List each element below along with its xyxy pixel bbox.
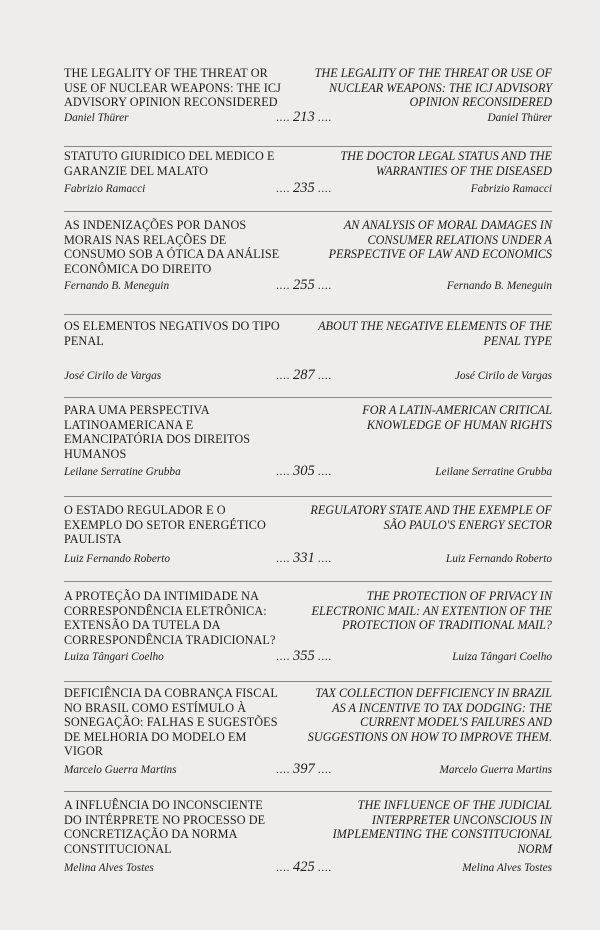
original-title: A INFLUÊNCIA DO INCONSCIENTE DO INTÉRPRETE NO PROCESSO DE CONCRETIZAÇÃO DA NORMA CONSTITUCIONAL: [64, 798, 266, 856]
author-name-translated: Luiz Fernando Roberto: [445, 553, 552, 565]
toc-entry: [64, 686, 552, 792]
author-name: Luiza Tângari Coelho: [64, 651, 164, 663]
page-number: .... 287 ....: [276, 367, 332, 383]
toc-entry: [64, 319, 552, 398]
toc-entry: [64, 503, 552, 582]
translated-title: THE LEGALITY OF THE THREAT OR USE OF NUCLEAR WEAPONS: THE ICJ ADVISORY OPINION RECONSIDERED: [314, 66, 552, 110]
translated-title: ABOUT THE NEGATIVE ELEMENTS OF THE PENAL TYPE: [318, 319, 552, 348]
author-name: Luiz Fernando Roberto: [64, 553, 171, 565]
translated-title: AN ANALYSIS OF MORAL DAMAGES IN CONSUMER RELATIONS UNDER A PERSPECTIVE OF LAW AND ECONOMICS: [328, 218, 552, 262]
original-title: A PROTEÇÃO DA INTIMIDADE NA CORRESPONDÊNCIA ELETRÔNICA: EXTENSÃO DA TUTELA DA CORRESPONDÊNCIA TRADICIONAL?: [64, 589, 276, 647]
author-name: Marcelo Guerra Martins: [64, 764, 177, 776]
toc-entry: [64, 403, 552, 497]
toc-entry: [64, 798, 552, 878]
author-name: Fabrizio Ramacci: [64, 183, 146, 195]
original-title: OS ELEMENTOS NEGATIVOS DO TIPO PENAL: [64, 319, 280, 348]
original-title: PARA UMA PERSPECTIVA LATINOAMERICANA E EMANCIPATÓRIA DOS DIREITOS HUMANOS: [64, 403, 251, 461]
original-title: STATUTO GIURIDICO DEL MEDICO E GARANZIE DEL MALATO: [64, 149, 275, 178]
author-name-translated: Marcelo Guerra Martins: [439, 764, 552, 776]
author-name-translated: José Cirilo de Vargas: [454, 370, 552, 382]
translated-title: TAX COLLECTION DEFFICIENCY IN BRAZIL AS A INCENTIVE TO TAX DODGING: THE CURRENT MODEL'S FAILURES AND SUGGESTIONS ON HOW TO IMPROVE THEM.: [307, 686, 552, 744]
author-name-translated: Fernando B. Meneguin: [446, 280, 552, 292]
translated-title: THE DOCTOR LEGAL STATUS AND THE WARRANTIES OF THE DISEASED: [340, 149, 552, 178]
translated-title: THE INFLUENCE OF THE JUDICIAL INTERPRETER UNCONSCIOUS IN IMPLEMENTING THE CONSTITUCIONAL NORM: [332, 798, 552, 856]
author-name-translated: Melina Alves Tostes: [462, 862, 552, 874]
page-number: .... 425 ....: [276, 859, 332, 875]
page-number: .... 331 ....: [276, 550, 332, 566]
original-title: DEFICIÊNCIA DA COBRANÇA FISCAL NO BRASIL COMO ESTÍMULO À SONEGAÇÃO: FALHAS E SUGESTÕES DE MELHORIA DO MODELO EM VIGOR: [64, 686, 278, 759]
author-name: José Cirilo de Vargas: [64, 370, 162, 382]
translated-title: THE PROTECTION OF PRIVACY IN ELECTRONIC MAIL: AN EXTENTION OF THE PROTECTION OF TRADITIONAL MAIL?: [311, 589, 552, 633]
toc-entry: [64, 218, 552, 315]
page-number: .... 235 ....: [276, 180, 332, 196]
original-title: O ESTADO REGULADOR E O EXEMPLO DO SETOR ENERGÉTICO PAULISTA: [64, 503, 266, 547]
page-number: .... 255 ....: [276, 277, 332, 293]
author-name: Melina Alves Tostes: [64, 862, 154, 874]
author-name: Daniel Thürer: [64, 112, 129, 124]
author-name-translated: Fabrizio Ramacci: [470, 183, 552, 195]
page-number: .... 213 ....: [276, 109, 332, 125]
original-title: AS INDENIZAÇÕES POR DANOS MORAIS NAS RELAÇÕES DE CONSUMO SOB A ÓTICA DA ANÁLISE ECONÔMICA DO DIREITO: [64, 218, 280, 276]
page-number: .... 355 ....: [276, 648, 332, 664]
page-number: .... 305 ....: [276, 463, 332, 479]
page-number: .... 397 ....: [276, 761, 332, 777]
translated-title: FOR A LATIN-AMERICAN CRITICAL KNOWLEDGE OF HUMAN RIGHTS: [362, 403, 552, 432]
toc-entry: [64, 149, 552, 212]
author-name: Leilane Serratine Grubba: [64, 466, 181, 478]
original-title: THE LEGALITY OF THE THREAT OR USE OF NUCLEAR WEAPONS: THE ICJ ADVISORY OPINION RECONSIDERED: [64, 66, 281, 110]
author-name-translated: Daniel Thürer: [487, 112, 552, 124]
author-name-translated: Leilane Serratine Grubba: [435, 466, 552, 478]
toc-entry: [64, 66, 552, 147]
author-name-translated: Luiza Tângari Coelho: [452, 651, 552, 663]
translated-title: REGULATORY STATE AND THE EXEMPLE OF SÃO PAULO'S ENERGY SECTOR: [310, 503, 552, 532]
author-name: Fernando B. Meneguin: [64, 280, 170, 292]
toc-entry: [64, 589, 552, 682]
